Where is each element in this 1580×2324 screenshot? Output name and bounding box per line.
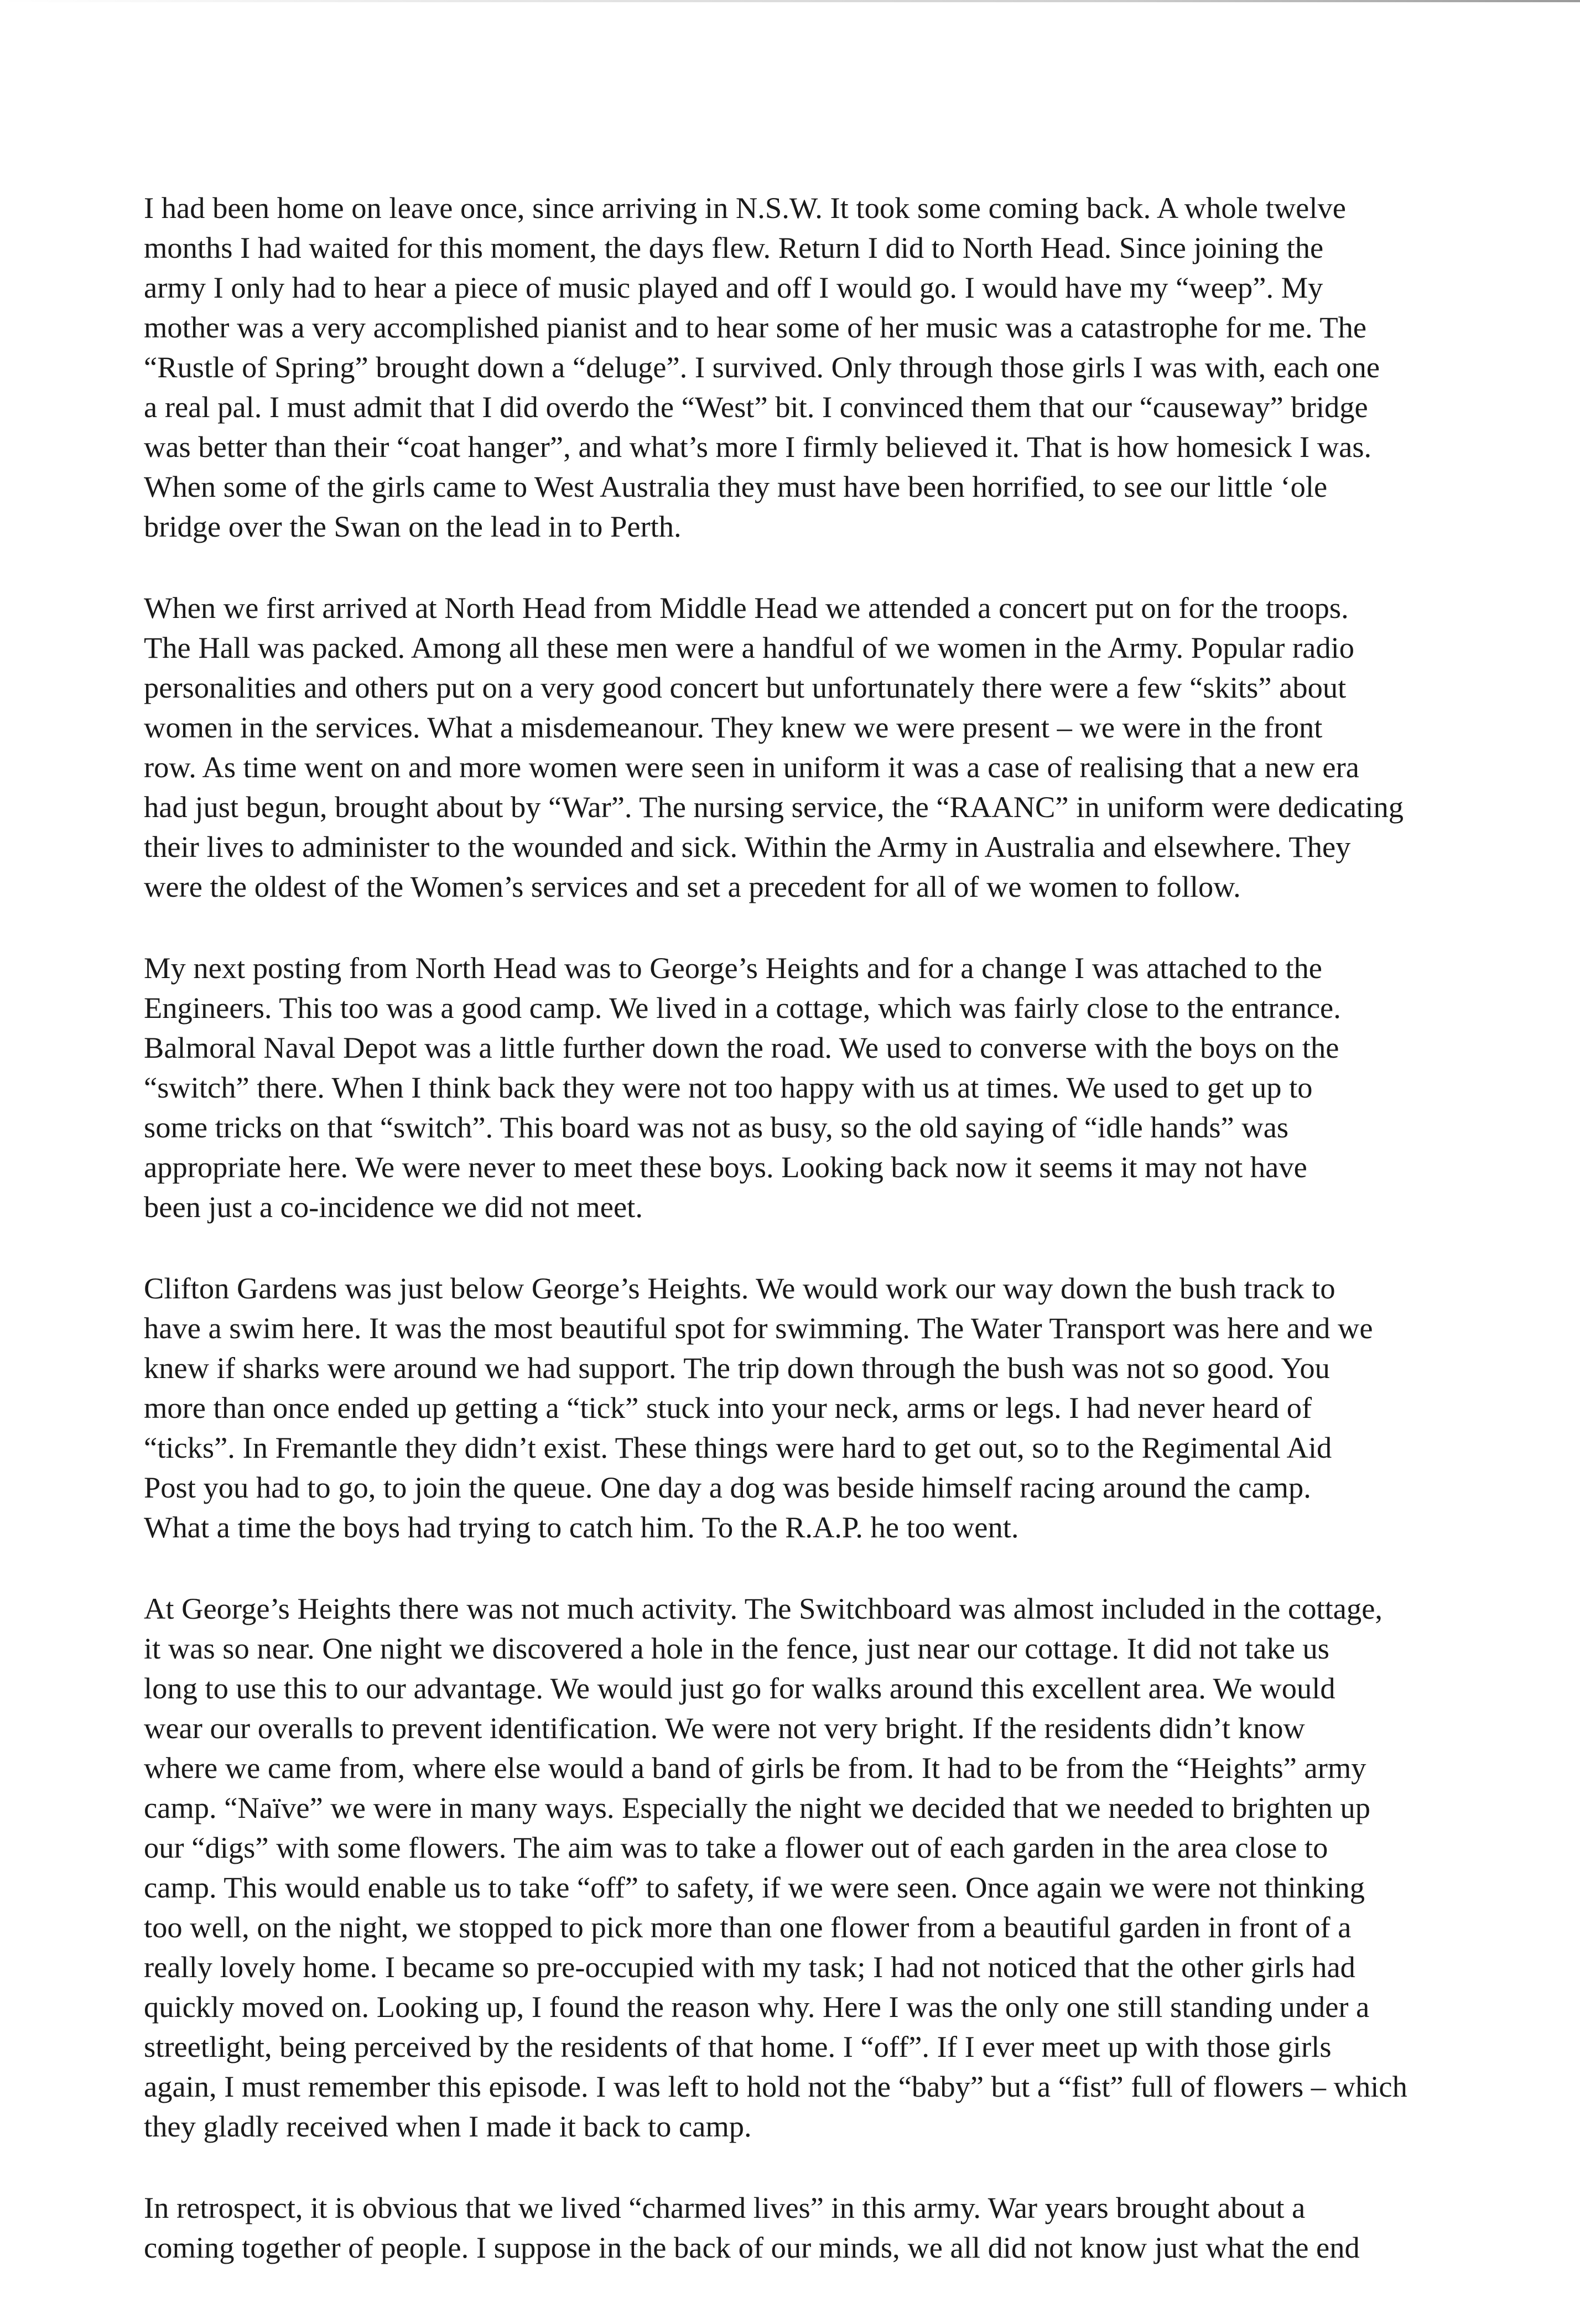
text-line: their lives to administer to the wounded and sick. Within the Army in Australia and elsewhere. They [144, 830, 1351, 864]
paragraph-concert [144, 588, 1416, 907]
text-line: row. As time went on and more women were seen in uniform it was a case of realising that a new era [144, 750, 1359, 784]
text-line: too well, on the night, we stopped to pick more than one flower from a beautiful garden in front of a [144, 1910, 1352, 1944]
text-line: knew if sharks were around we had support. The trip down through the bush was not so good. You [144, 1351, 1330, 1385]
text-line: “Rustle of Spring” brought down a “deluge”. I survived. Only through those girls I was with, each one [144, 350, 1380, 384]
scan-top-edge [0, 0, 1580, 2]
text-line: they gladly received when I made it back to camp. [144, 2109, 752, 2143]
text-line: What a time the boys had trying to catch him. To the R.A.P. he too went. [144, 1510, 1019, 1544]
text-line: camp. “Naïve” we were in many ways. Especially the night we decided that we needed to brighten up [144, 1791, 1371, 1824]
text-line: At George’s Heights there was not much activity. The Switchboard was almost included in the cottage, [144, 1592, 1383, 1625]
text-line: it was so near. One night we discovered a hole in the fence, just near our cottage. It did not take us [144, 1631, 1330, 1665]
text-line: wear our overalls to prevent identification. We were not very bright. If the residents didn’t know [144, 1711, 1305, 1745]
text-line: In retrospect, it is obvious that we lived “charmed lives” in this army. War years brought about a [144, 2191, 1306, 2224]
text-line: “ticks”. In Fremantle they didn’t exist. These things were hard to get out, so to the Regimental Aid [144, 1431, 1332, 1464]
text-line: our “digs” with some flowers. The aim was to take a flower out of each garden in the area close to [144, 1831, 1328, 1864]
text-line: have a swim here. It was the most beautiful spot for swimming. The Water Transport was here and we [144, 1311, 1373, 1345]
text-line: coming together of people. I suppose in the back of our minds, we all did not know just what the end [144, 2231, 1360, 2264]
text-line: some tricks on that “switch”. This board was not as busy, so the old saying of “idle hands” was [144, 1110, 1289, 1144]
text-line: women in the services. What a misdemeanour. They knew we were present – we were in the front [144, 710, 1323, 744]
text-line: “switch” there. When I think back they were not too happy with us at times. We used to get up to [144, 1070, 1313, 1104]
text-line: My next posting from North Head was to George’s Heights and for a change I was attached to the [144, 951, 1322, 985]
paragraph-home-leave [144, 188, 1416, 547]
text-line: streetlight, being perceived by the residents of that home. I “off”. If I ever meet up with those girls [144, 2030, 1332, 2063]
text-line: When we first arrived at North Head from Middle Head we attended a concert put on for the troops. [144, 591, 1349, 625]
text-line: appropriate here. We were never to meet these boys. Looking back now it seems it may not have [144, 1150, 1307, 1184]
text-line: was better than their “coat hanger”, and what’s more I firmly believed it. That is how homesick I was. [144, 430, 1372, 464]
text-line: mother was a very accomplished pianist and to hear some of her music was a catastrophe for me. The [144, 310, 1367, 344]
text-line: Balmoral Naval Depot was a little further down the road. We used to converse with the boys on the [144, 1031, 1339, 1064]
text-line: again, I must remember this episode. I was left to hold not the “baby” but a “fist” full of flowers – which [144, 2070, 1407, 2103]
text-line: Clifton Gardens was just below George’s Heights. We would work our way down the bush track to [144, 1271, 1335, 1305]
text-line: long to use this to our advantage. We would just go for walks around this excellent area. We would [144, 1671, 1335, 1705]
text-line: were the oldest of the Women’s services and set a precedent for all of we women to follow. [144, 870, 1241, 903]
text-line: personalities and others put on a very good concert but unfortunately there were a few “skits” about [144, 670, 1347, 704]
text-line: months I had waited for this moment, the days flew. Return I did to North Head. Since joining the [144, 231, 1324, 264]
paragraph-georges-heights [144, 948, 1416, 1227]
paragraph-retrospect [144, 2188, 1416, 2268]
text-line: a real pal. I must admit that I did overdo the “West” bit. I convinced them that our “causeway” bridge [144, 390, 1368, 424]
text-line: quickly moved on. Looking up, I found the reason why. Here I was the only one still standing under a [144, 1990, 1370, 2024]
text-line: where we came from, where else would a band of girls be from. It had to be from the “Heights” army [144, 1751, 1366, 1785]
text-line: army I only had to hear a piece of music played and off I would go. I would have my “weep”. My [144, 271, 1323, 304]
text-line: been just a co-incidence we did not meet. [144, 1190, 643, 1224]
text-line: more than once ended up getting a “tick” stuck into your neck, arms or legs. I had never heard of [144, 1391, 1312, 1424]
text-line: camp. This would enable us to take “off” to safety, if we were seen. Once again we were not thinking [144, 1870, 1365, 1904]
paragraph-clifton-gardens [144, 1268, 1416, 1547]
text-line: really lovely home. I became so pre-occupied with my task; I had not noticed that the other girls had [144, 1950, 1355, 1984]
paragraph-flowers [144, 1589, 1416, 2146]
text-line: When some of the girls came to West Australia they must have been horrified, to see our little ‘ole [144, 470, 1328, 503]
text-line: I had been home on leave once, since arriving in N.S.W. It took some coming back. A whole twelve [144, 191, 1346, 225]
text-line: bridge over the Swan on the lead in to Perth. [144, 509, 682, 543]
text-line: Engineers. This too was a good camp. We lived in a cottage, which was fairly close to the entrance. [144, 991, 1341, 1025]
document-page [144, 188, 1416, 2309]
text-line: Post you had to go, to join the queue. One day a dog was beside himself racing around the camp. [144, 1470, 1311, 1504]
text-line: had just begun, brought about by “War”. The nursing service, the “RAANC” in uniform were dedicating [144, 790, 1404, 824]
text-line: The Hall was packed. Among all these men were a handful of we women in the Army. Popular radio [144, 631, 1354, 664]
